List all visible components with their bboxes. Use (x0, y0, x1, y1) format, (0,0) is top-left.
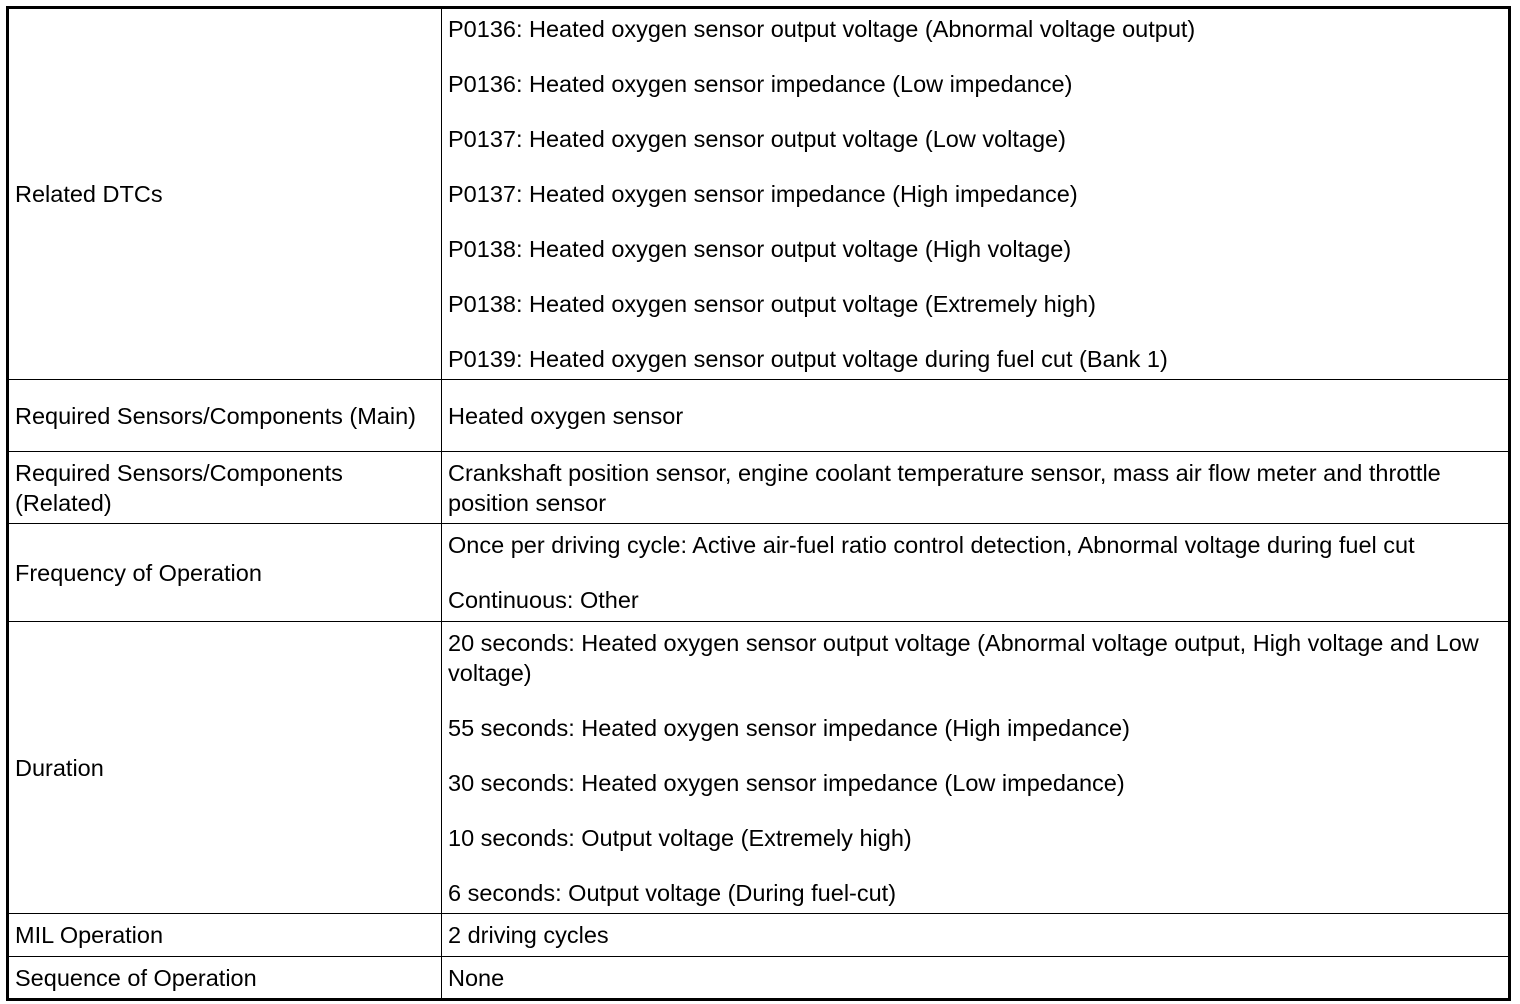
value-text: Crankshaft position sensor, engine coolant temperature sensor, mass air flow meter and throttle position sensor (448, 459, 1441, 516)
dtc-entry: P0138: Heated oxygen sensor output voltage (High voltage) (448, 236, 1072, 262)
value-text: 10 seconds: Output voltage (Extremely high) (448, 824, 912, 851)
row-label: Duration (8, 622, 442, 914)
row-label: Required Sensors/Components (Related) (8, 452, 442, 524)
row-value (442, 8, 1510, 380)
row-value (442, 452, 1510, 524)
dtc-entry: P0138: Heated oxygen sensor output voltage (Extremely high) (448, 291, 1096, 317)
table-row-related-dtcs (8, 8, 1510, 380)
table-row-duration (8, 622, 1510, 914)
dtc-entry: P0136: Heated oxygen sensor output voltage (Abnormal voltage output) (448, 16, 1196, 42)
value-text: 55 seconds: Heated oxygen sensor impedance (High impedance) (448, 714, 1130, 741)
table-row-required-main (8, 380, 1510, 452)
row-value (442, 914, 1510, 957)
row-value (442, 622, 1510, 914)
table-row-required-related (8, 452, 1510, 524)
row-value (442, 957, 1510, 1000)
dtc-entry: P0137: Heated oxygen sensor output voltage (Low voltage) (448, 126, 1066, 152)
value-text: Heated oxygen sensor (448, 402, 684, 429)
value-text: 2 driving cycles (448, 922, 609, 948)
row-label: Frequency of Operation (8, 524, 442, 622)
dtc-entry: P0136: Heated oxygen sensor impedance (Low impedance) (448, 71, 1073, 97)
row-label: Sequence of Operation (8, 957, 442, 1000)
value-text: 6 seconds: Output voltage (During fuel-cut) (448, 879, 897, 906)
dtc-entry: P0137: Heated oxygen sensor impedance (High impedance) (448, 181, 1078, 207)
dtc-entry: P0139: Heated oxygen sensor output voltage during fuel cut (Bank 1) (448, 346, 1168, 372)
row-value (442, 380, 1510, 452)
table-row-sequence (8, 957, 1510, 1000)
dtc-spec-table (6, 6, 1511, 1001)
table-row-frequency (8, 524, 1510, 622)
value-text: Continuous: Other (448, 587, 639, 613)
row-label: MIL Operation (8, 914, 442, 957)
table-row-mil-operation (8, 914, 1510, 957)
value-text: 20 seconds: Heated oxygen sensor output voltage (Abnormal voltage output, High voltage and Low voltage) (448, 629, 1479, 686)
row-label: Required Sensors/Components (Main) (8, 380, 442, 452)
value-text: 30 seconds: Heated oxygen sensor impedance (Low impedance) (448, 769, 1125, 796)
value-text: None (448, 964, 505, 991)
value-text: Once per driving cycle: Active air-fuel ratio control detection, Abnormal voltage during fuel cut (448, 532, 1415, 558)
row-value (442, 524, 1510, 622)
row-label: Related DTCs (8, 8, 442, 380)
